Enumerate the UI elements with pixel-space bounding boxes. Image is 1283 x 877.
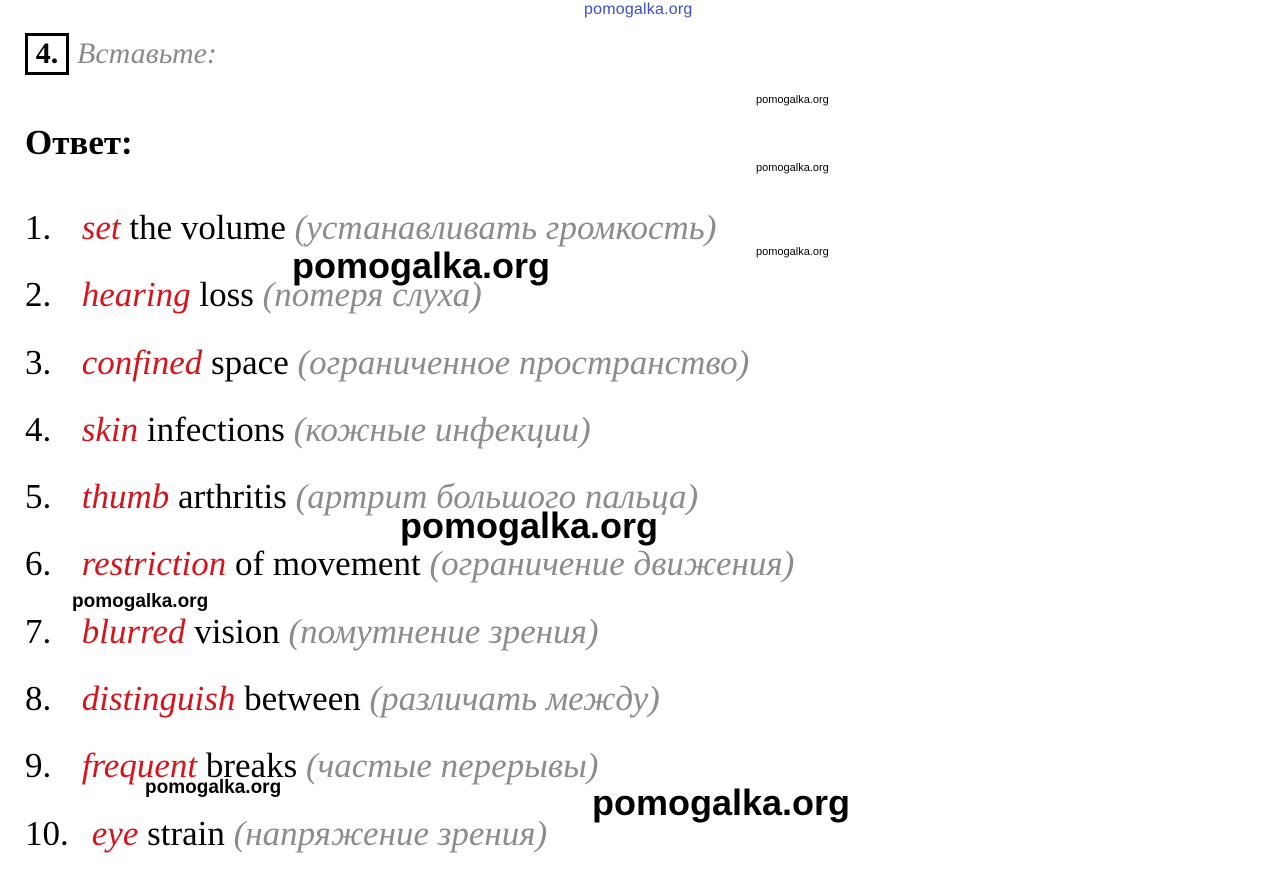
answer-item <box>25 675 794 742</box>
item-translation: (артрит большого пальца) <box>295 477 699 517</box>
item-keyword: thumb <box>81 477 170 517</box>
item-keyword: blurred <box>81 611 186 651</box>
watermark-small: pomogalka.org <box>756 162 829 174</box>
answer-heading: Ответ: <box>25 123 133 162</box>
item-phrase: of movement <box>235 544 421 584</box>
answer-item <box>25 339 794 406</box>
item-phrase: arthritis <box>178 477 287 517</box>
item-keyword: skin <box>81 409 139 449</box>
item-number: 8. <box>25 679 52 719</box>
item-number: 9. <box>25 746 52 786</box>
item-number: 10. <box>25 813 69 853</box>
item-keyword: confined <box>81 342 203 382</box>
item-keyword: restriction <box>81 544 227 584</box>
item-translation: (кожные инфекции) <box>293 409 591 449</box>
item-phrase: vision <box>194 611 280 651</box>
item-number: 6. <box>25 544 52 584</box>
item-keyword: distinguish <box>81 679 236 719</box>
item-number: 5. <box>25 477 52 517</box>
item-phrase: the volume <box>129 208 286 247</box>
item-number: 1. <box>25 208 52 247</box>
item-translation: (потеря слуха) <box>262 275 482 315</box>
item-phrase: strain <box>147 813 225 853</box>
answer-item <box>25 406 794 473</box>
answer-item <box>25 608 794 675</box>
watermark-medium: pomogalka.org <box>72 591 209 612</box>
watermark-medium: pomogalka.org <box>145 777 282 798</box>
item-number: 3. <box>25 342 52 382</box>
item-number: 2. <box>25 275 52 315</box>
task-header <box>25 33 217 75</box>
item-keyword: set <box>81 208 121 247</box>
item-phrase: breaks <box>205 746 298 786</box>
item-keyword: hearing <box>81 275 191 315</box>
item-phrase: space <box>211 342 289 382</box>
header-watermark: pomogalka.org <box>584 1 693 18</box>
item-phrase: loss <box>199 275 254 315</box>
item-keyword: frequent <box>81 746 198 786</box>
item-translation: (частые перерывы) <box>305 746 599 786</box>
item-translation: (напряжение зрения) <box>233 813 548 853</box>
item-translation: (помутнение зрения) <box>288 611 599 651</box>
watermark-large: pomogalka.org <box>592 782 851 823</box>
watermark-large: pomogalka.org <box>292 245 551 286</box>
task-instruction: Вставьте: <box>77 37 217 70</box>
item-keyword: eye <box>91 813 139 853</box>
watermark-small: pomogalka.org <box>756 246 829 258</box>
watermark-large: pomogalka.org <box>400 505 659 546</box>
item-translation: (ограничение движения) <box>429 544 795 584</box>
item-translation: (различать между) <box>369 679 660 719</box>
item-phrase: infections <box>146 409 285 449</box>
item-phrase: between <box>244 679 361 719</box>
task-number: 4. <box>25 33 69 75</box>
item-number: 4. <box>25 409 52 449</box>
item-number: 7. <box>25 611 52 651</box>
watermark-small: pomogalka.org <box>756 94 829 106</box>
item-translation: (ограниченное пространство) <box>297 342 750 382</box>
item-translation: (устанавливать громкость) <box>294 208 717 247</box>
